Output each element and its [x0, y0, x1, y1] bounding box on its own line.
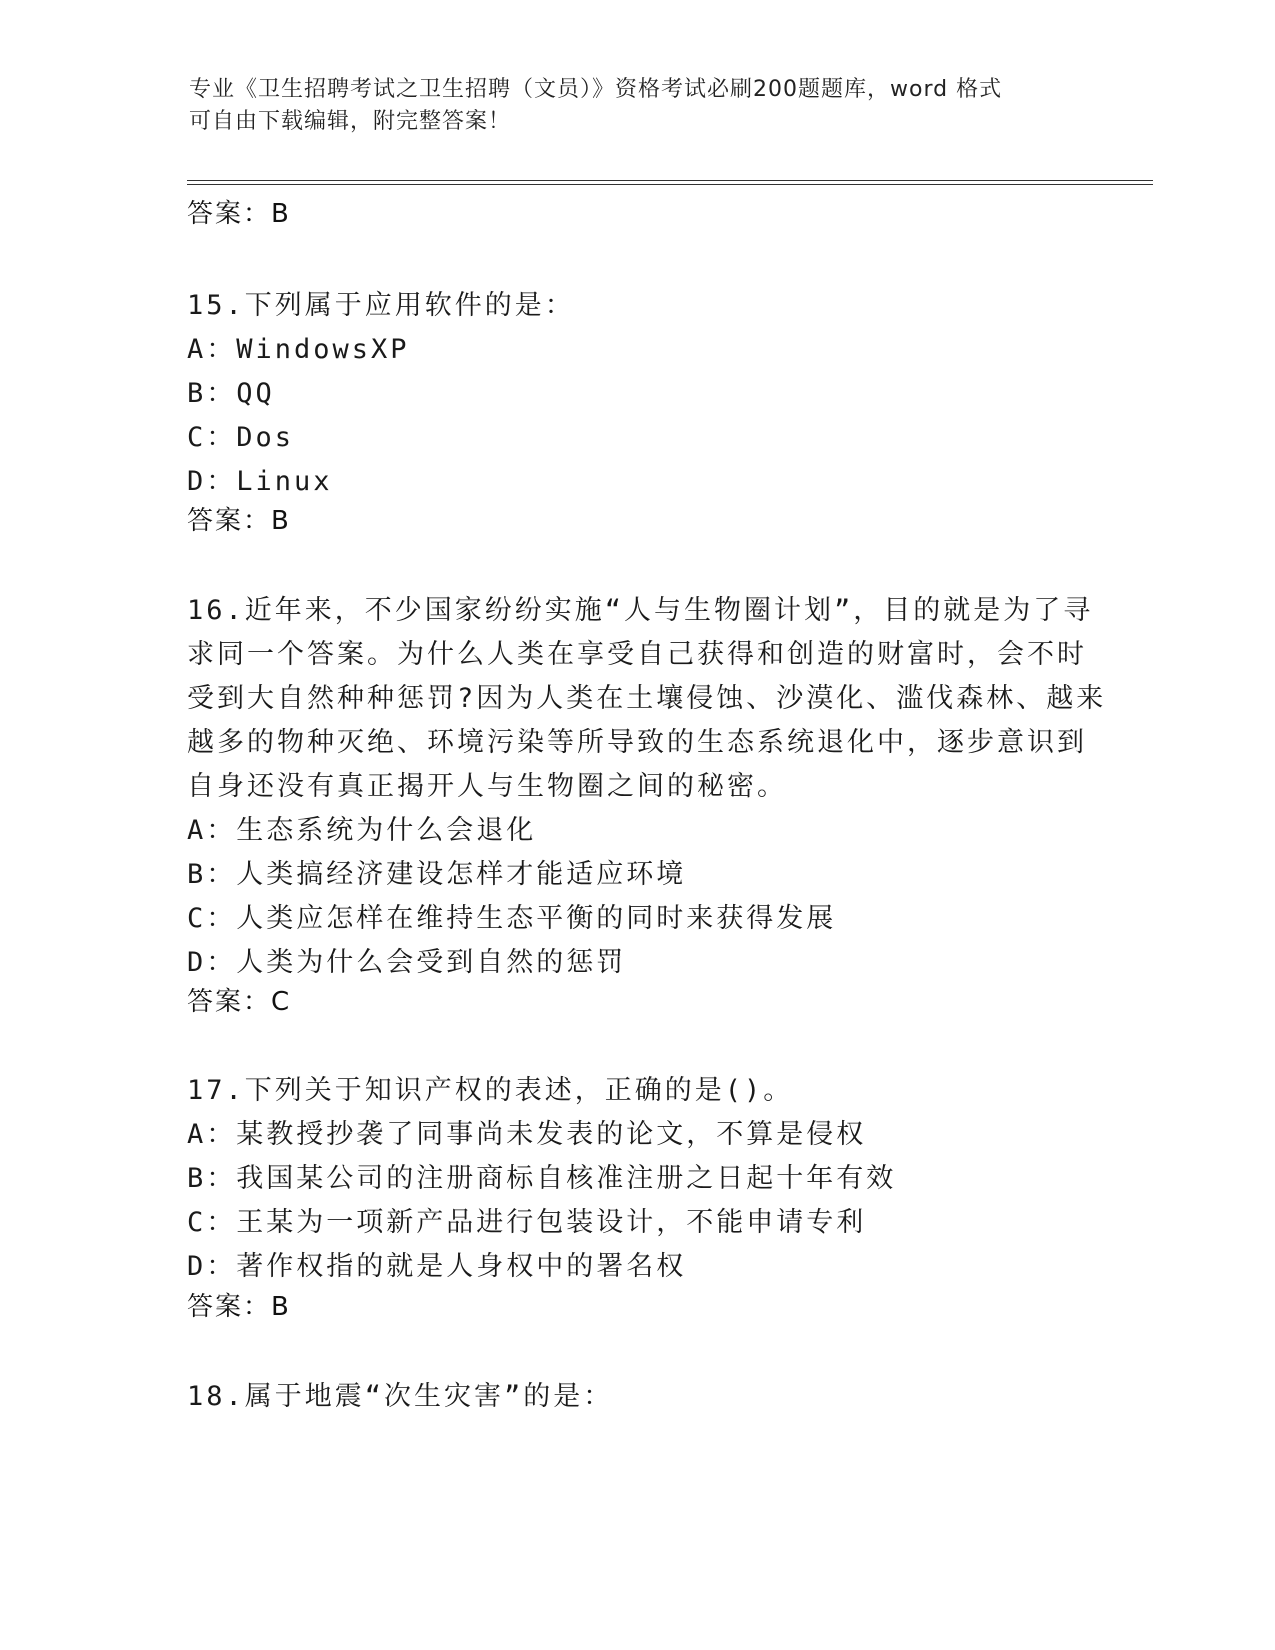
question-17-stem: 17.下列关于知识产权的表述，正确的是()。	[187, 1075, 794, 1106]
question-16-stem-line-3: 受到大自然种种惩罚?因为人类在土壤侵蚀、沙漠化、滥伐森林、越来	[187, 683, 1107, 714]
question-17-option-d: D：著作权指的就是人身权中的署名权	[187, 1251, 687, 1282]
question-16-option-c: C：人类应怎样在维持生态平衡的同时来获得发展	[187, 903, 837, 934]
question-16-answer: 答案：C	[187, 987, 292, 1017]
question-15-stem: 15.下列属于应用软件的是：	[187, 290, 575, 321]
question-17-answer: 答案：B	[187, 1292, 291, 1322]
question-15-option-a: A：WindowsXP	[187, 334, 410, 365]
question-18-stem: 18.属于地震“次生灾害”的是：	[187, 1381, 614, 1412]
question-15-option-d: D：Linux	[187, 466, 333, 497]
header-rule-top	[187, 180, 1153, 181]
header-rule-bottom	[187, 184, 1153, 185]
question-15-option-b: B：QQ	[187, 378, 275, 409]
question-16-stem-line-4: 越多的物种灭绝、环境污染等所导致的生态系统退化中，逐步意识到	[187, 727, 1087, 758]
question-16-stem-line-1: 16.近年来，不少国家纷纷实施“人与生物圈计划”，目的就是为了寻	[187, 595, 1094, 626]
question-15-answer: 答案：B	[187, 506, 291, 536]
question-16-option-b: B：人类搞经济建设怎样才能适应环境	[187, 859, 687, 890]
question-16-option-a: A：生态系统为什么会退化	[187, 815, 537, 846]
question-16-stem-line-2: 求同一个答案。为什么人类在享受自己获得和创造的财富时，会不时	[187, 639, 1087, 670]
previous-answer: 答案：B	[187, 199, 291, 229]
question-15-option-c: C：Dos	[187, 422, 295, 453]
question-17-option-a: A：某教授抄袭了同事尚未发表的论文，不算是侵权	[187, 1119, 867, 1150]
question-17-option-b: B：我国某公司的注册商标自核准注册之日起十年有效	[187, 1163, 897, 1194]
question-16-stem-line-5: 自身还没有真正揭开人与生物圈之间的秘密。	[187, 771, 787, 802]
page-header	[189, 74, 1089, 138]
header-line-1: 专业《卫生招聘考试之卫生招聘（文员）》资格考试必刷200题题库，word 格式	[189, 77, 1003, 102]
header-line-2: 可自由下载编辑，附完整答案！	[189, 109, 512, 134]
question-17-option-c: C：王某为一项新产品进行包装设计，不能申请专利	[187, 1207, 867, 1238]
question-16-option-d: D：人类为什么会受到自然的惩罚	[187, 947, 627, 978]
